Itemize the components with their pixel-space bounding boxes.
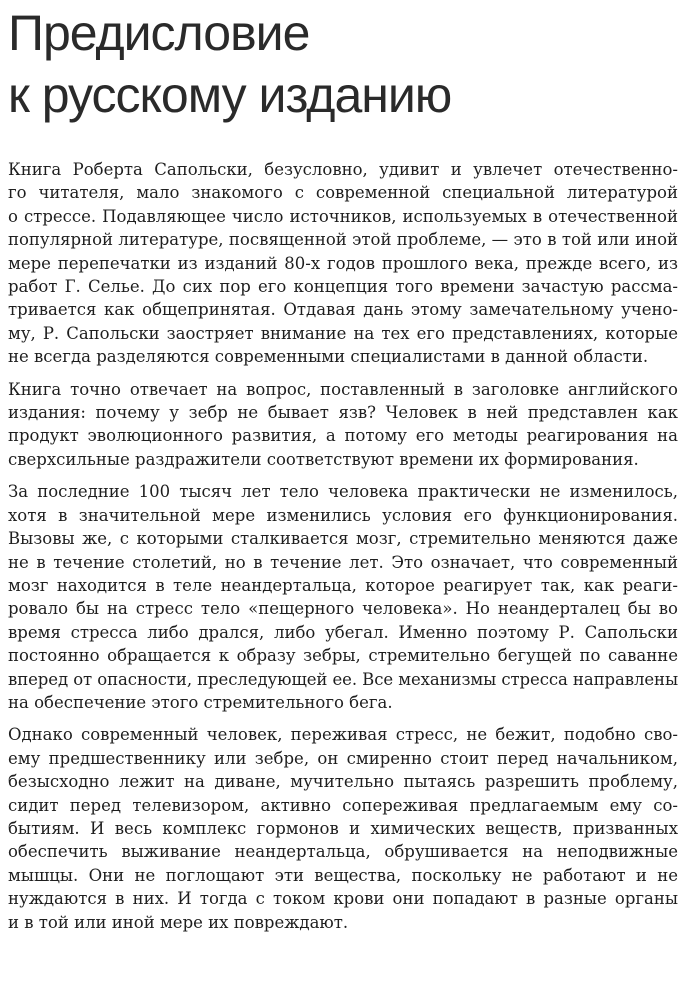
text-line: ровало бы на стресс тело «пещерного человека». Но неандерталец бы во xyxy=(8,599,678,619)
text-line: нуждаются в них. И тогда с током крови они попадают в разные органы xyxy=(8,889,678,909)
paragraph-2 xyxy=(8,378,678,472)
text-line: время стресса либо дрался, либо убегал. Именно поэтому Р. Сапольски xyxy=(8,622,678,642)
title-line-1: Предисловие xyxy=(8,5,310,61)
text-line: го читателя, мало знакомого с современной специальной литературой xyxy=(8,183,678,203)
paragraph-4 xyxy=(8,723,678,934)
text-line: вперед от опасности, преследующей ее. Все механизмы стресса направлены xyxy=(8,669,678,689)
text-line: мышцы. Они не поглощают эти вещества, поскольку не работают и не xyxy=(8,865,678,885)
body-text xyxy=(8,158,678,943)
text-line: ему предшественнику или зебре, он смиренно стоит перед начальником, xyxy=(8,748,678,768)
text-line: Книга Роберта Сапольски, безусловно, удивит и увлечет отечественно- xyxy=(8,160,678,179)
text-line: За последние 100 тысяч лет тело человека практически не изменилось, xyxy=(8,482,678,502)
paragraph-1 xyxy=(8,158,678,369)
text-line: популярной литературе, посвященной этой проблеме, — это в той или иной xyxy=(8,230,678,250)
text-line: Книга точно отвечает на вопрос, поставленный в заголовке английского xyxy=(8,379,678,399)
text-line: хотя в значительной мере изменились условия его функционирования. xyxy=(8,505,678,525)
text-line: издания: почему у зебр не бывает язв? Человек в ней представлен как xyxy=(8,403,678,423)
text-line: сидит перед телевизором, активно сопереживая предлагаемым ему со- xyxy=(8,795,678,815)
text-line: бытиям. И весь комплекс гормонов и химических веществ, призванных xyxy=(8,818,678,838)
text-line: му, Р. Сапольски заостряет внимание на тех его представлениях, которые xyxy=(8,323,678,343)
text-line: мозг находится в теле неандертальца, которое реагирует так, как реаги- xyxy=(8,575,678,595)
text-line: не всегда разделяются современными специалистами в данной области. xyxy=(8,347,649,367)
text-line: о стрессе. Подавляющее число источников, используемых в отечественной xyxy=(8,206,678,226)
text-line: и в той или иной мере их повреждают. xyxy=(8,912,349,932)
text-line: обеспечить выживание неандертальца, обрушивается на неподвижные xyxy=(8,842,678,862)
text-line: тривается как общепринятая. Отдавая дань этому замечательному учено- xyxy=(8,300,678,320)
text-line: безысходно лежит на диване, мучительно пытаясь разрешить проблему, xyxy=(8,772,678,792)
text-line: Вызовы же, с которыми сталкивается мозг, стремительно меняются даже xyxy=(8,529,678,549)
text-line: мере перепечатки из изданий 80-х годов прошлого века, прежде всего, из xyxy=(8,253,678,273)
text-line: сверхсильные раздражители соответствуют времени их формирования. xyxy=(8,449,639,469)
page-title xyxy=(8,2,451,126)
text-line: работ Г. Селье. До сих пор его концепция того времени зачастую рассма- xyxy=(8,277,678,297)
paragraph-3 xyxy=(8,480,678,714)
title-line-2: к русскому изданию xyxy=(8,67,452,123)
text-line: Однако современный человек, переживая стресс, не бежит, подобно сво- xyxy=(8,725,678,745)
text-line: постоянно обращается к образу зебры, стремительно бегущей по саванне xyxy=(8,646,678,666)
text-line: на обеспечение этого стремительного бега. xyxy=(8,692,393,712)
text-line: не в течение столетий, но в течение лет. Это означает, что современный xyxy=(8,552,678,572)
text-line: продукт эволюционного развития, а потому его методы реагирования на xyxy=(8,426,678,446)
